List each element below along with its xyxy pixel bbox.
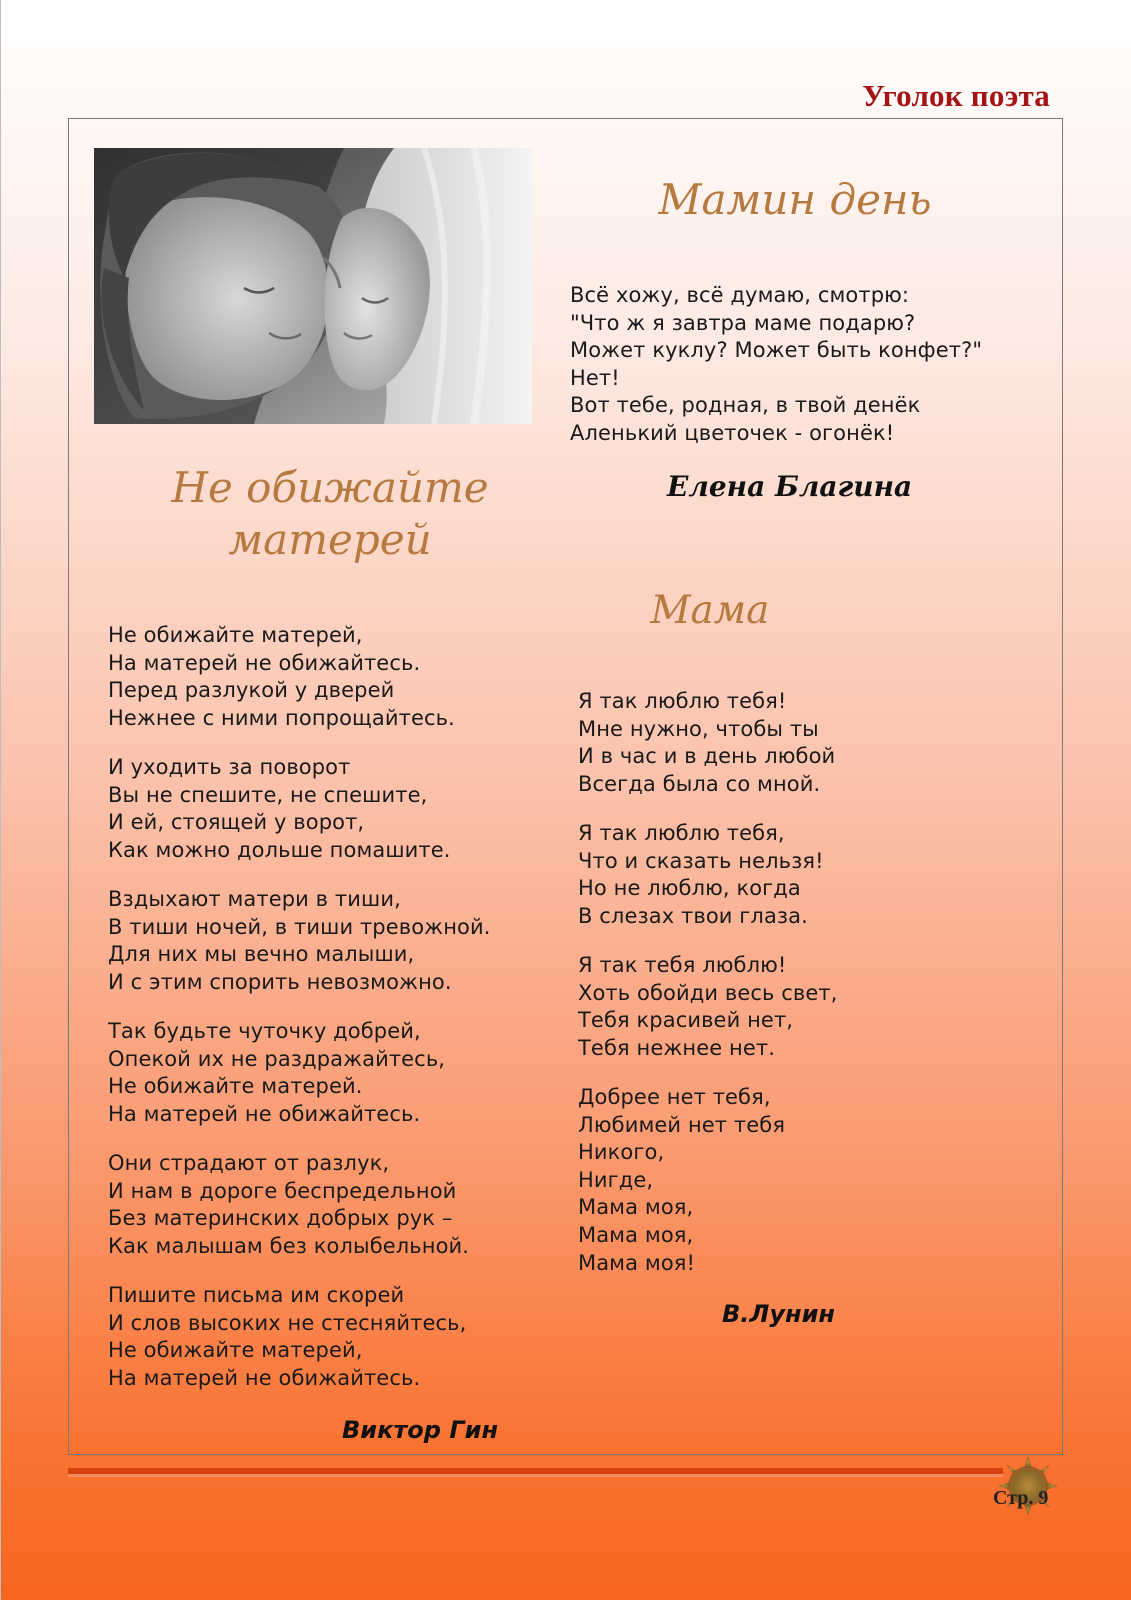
poem-title-line: матерей <box>228 515 432 564</box>
poem-line: И в час и в день любой <box>578 744 836 769</box>
poem-line: И уходить за поворот <box>108 755 351 779</box>
poem-line: Мне нужно, чтобы ты <box>578 716 819 741</box>
poem-ne-obizhayte-stanza-5 <box>108 1150 469 1260</box>
poem-line: Всегда была со мной. <box>578 771 821 796</box>
poem-ne-obizhayte-stanza-1 <box>108 622 455 732</box>
poem-title-mamin-den: Мамин день <box>658 175 932 224</box>
poem-mama-stanza-1 <box>578 688 835 798</box>
poem-line: Вздыхают матери в тиши, <box>108 887 401 911</box>
poem-line: Без материнских добрых рук – <box>108 1206 453 1231</box>
poem-line: На матерей не обижайтесь. <box>108 1365 421 1390</box>
poem-line: Не обижайте матерей. <box>108 1074 363 1099</box>
page-edge-line <box>0 0 1 1600</box>
poem-line: Я так люблю тебя, <box>578 821 785 845</box>
poem-ne-obizhayte-stanza-2 <box>108 754 451 864</box>
poem-ne-obizhayte-stanza-4 <box>108 1018 445 1128</box>
poem-line: И с этим спорить невозможно. <box>108 969 452 994</box>
poem-line: Тебя красивей нет, <box>578 1008 794 1033</box>
author-lunin: В.Лунин <box>722 1300 835 1328</box>
poem-line: Нет! <box>570 365 620 390</box>
poem-line: Не обижайте матерей, <box>108 1338 363 1363</box>
footer-rule-shadow <box>68 1474 1003 1477</box>
poem-line: "Что ж я завтра маме подарю? <box>570 310 916 335</box>
poem-line: Никого, <box>578 1140 665 1165</box>
poem-mama-stanza-3 <box>578 952 838 1062</box>
poem-line: Как малышам без колыбельной. <box>108 1233 470 1258</box>
poem-line: Они страдают от разлук, <box>108 1151 390 1175</box>
poem-line: И слов высоких не стесняйтесь, <box>108 1310 467 1335</box>
mother-child-photo <box>94 148 532 424</box>
poem-line: Аленький цветочек - огонёк! <box>570 420 895 445</box>
section-heading: Уголок поэта <box>862 78 1050 113</box>
poem-line: Пишите письма им скорей <box>108 1283 405 1307</box>
page-number: Стр. 9 <box>993 1487 1049 1509</box>
poem-line: Но не люблю, когда <box>578 876 801 901</box>
poem-line: Нежнее с ними попрощайтесь. <box>108 705 455 730</box>
poem-line: Нигде, <box>578 1167 654 1192</box>
poem-ne-obizhayte-stanza-6 <box>108 1282 466 1392</box>
author-blagina: Елена Благина <box>667 470 913 503</box>
poem-title-mama: Мама <box>650 588 770 633</box>
poem-line: И нам в дороге беспредельной <box>108 1178 457 1203</box>
poem-line: Так будьте чуточку добрей, <box>108 1019 421 1043</box>
poem-line: Мама моя, <box>578 1195 694 1220</box>
poem-title-line: Не обижайте <box>171 463 489 512</box>
poem-line: Может куклу? Может быть конфет?" <box>570 338 983 363</box>
poem-line: Что и сказать нельзя! <box>578 848 824 873</box>
poem-line: В слезах твои глаза. <box>578 903 808 928</box>
author-gin: Виктор Гин <box>342 1416 499 1444</box>
poem-line: Перед разлукой у дверей <box>108 678 395 703</box>
poem-line: Не обижайте матерей, <box>108 623 363 647</box>
poem-line: Вот тебе, родная, в твой денёк <box>570 393 921 418</box>
poem-title-ne-obizhayte <box>110 462 550 566</box>
poem-mama-stanza-4 <box>578 1084 785 1277</box>
poem-line: В тиши ночей, в тиши тревожной. <box>108 914 491 939</box>
poem-line: И ей, стоящей у ворот, <box>108 810 365 835</box>
poem-line: На матерей не обижайтесь. <box>108 1101 421 1126</box>
poem-line: Я так люблю тебя! <box>578 689 787 713</box>
poem-line: Любимей нет тебя <box>578 1112 786 1137</box>
poem-line: Хоть обойди весь свет, <box>578 980 838 1005</box>
poem-line: Как можно дольше помашите. <box>108 837 451 862</box>
poem-ne-obizhayte-stanza-3 <box>108 886 491 996</box>
poem-line: Добрее нет тебя, <box>578 1085 771 1109</box>
poem-line: Всё хожу, всё думаю, смотрю: <box>570 283 910 307</box>
poem-line: На матерей не обижайтесь. <box>108 650 421 675</box>
poem-line: Мама моя, <box>578 1222 694 1247</box>
poem-line: Для них мы вечно малыши, <box>108 942 415 967</box>
poem-mama-stanza-2 <box>578 820 824 930</box>
poem-line: Опекой их не раздражайтесь, <box>108 1046 446 1071</box>
poem-line: Я так тебя люблю! <box>578 953 787 977</box>
poem-line: Тебя нежнее нет. <box>578 1035 775 1060</box>
poem-line: Мама моя! <box>578 1250 696 1275</box>
poem-line: Вы не спешите, не спешите, <box>108 782 428 807</box>
poem-mamin-den-text <box>570 282 982 448</box>
